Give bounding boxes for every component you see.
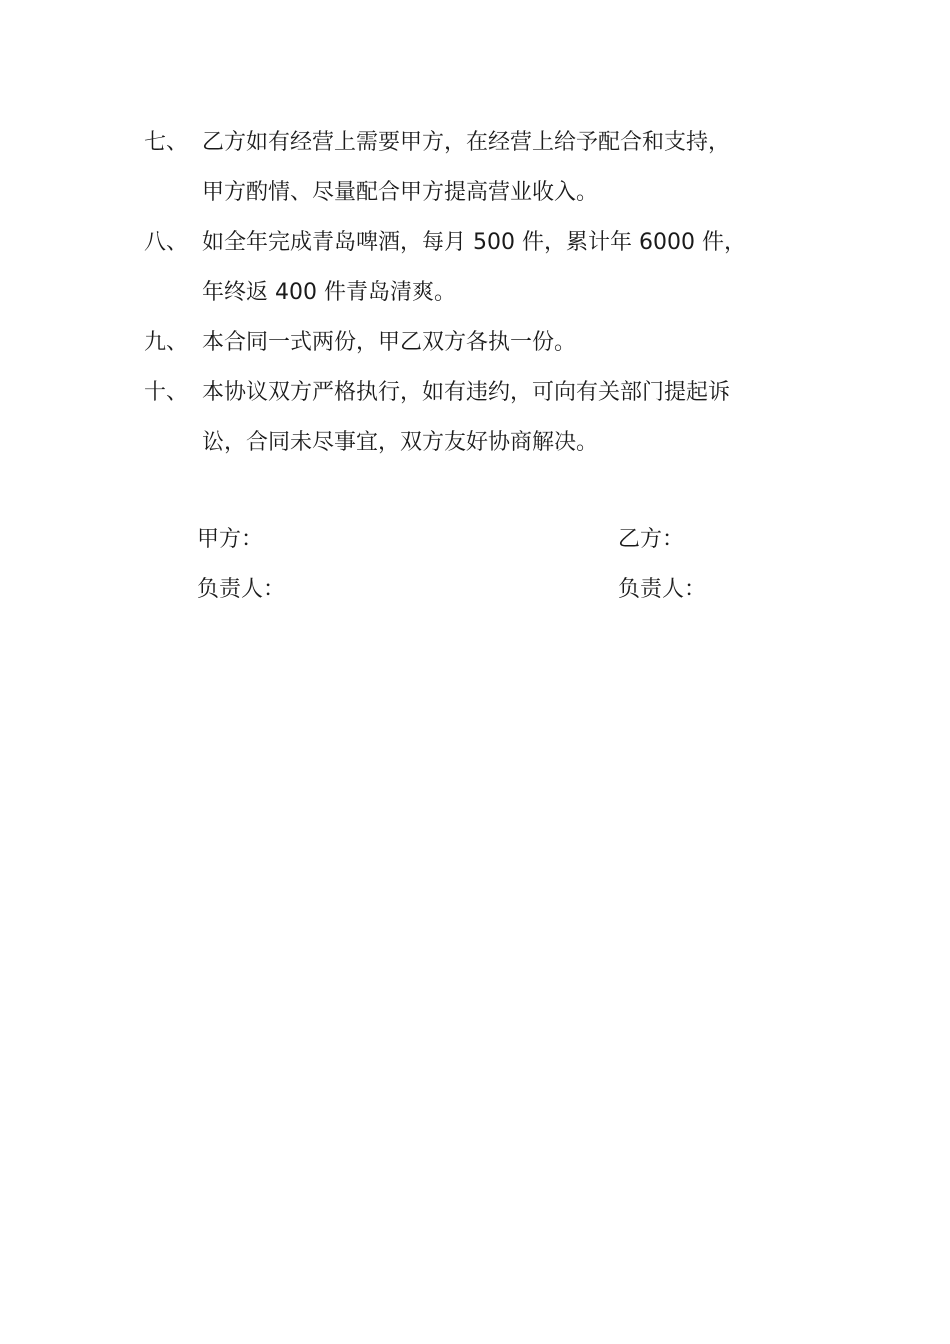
clause-line: 乙方如有经营上需要甲方，在经营上给予配合和支持，	[202, 130, 731, 155]
clause-number: 八、	[144, 230, 189, 255]
signature-row-representative	[0, 567, 950, 617]
clause-line: 讼，合同未尽事宜，双方友好协商解决。	[202, 430, 599, 455]
party-b-label: 乙方：	[618, 527, 685, 552]
signature-block	[0, 517, 950, 617]
clause-text	[202, 368, 824, 468]
clause-line: 本协议双方严格执行，如有违约，可向有关部门提起诉	[202, 380, 731, 405]
clause-text	[202, 318, 824, 368]
clause-7	[144, 118, 824, 218]
clause-number: 九、	[144, 330, 189, 355]
clause-line: 如全年完成青岛啤酒，每月 500 件，累计年 6000 件，	[202, 230, 746, 255]
clause-number: 十、	[144, 380, 189, 405]
clause-line: 甲方酌情、尽量配合甲方提高营业收入。	[202, 180, 599, 205]
clause-10	[144, 368, 824, 468]
clause-line: 年终返 400 件青岛清爽。	[202, 280, 456, 305]
party-a-label: 甲方：	[197, 527, 264, 552]
party-b-representative-label: 负责人：	[618, 577, 707, 602]
clause-8	[144, 218, 824, 318]
signature-row-party	[0, 517, 950, 567]
party-a-representative-label: 负责人：	[197, 577, 286, 602]
clause-number: 七、	[144, 130, 189, 155]
clause-line: 本合同一式两份，甲乙双方各执一份。	[202, 330, 577, 355]
clause-9	[144, 318, 824, 368]
clause-text	[202, 118, 824, 218]
clause-list	[144, 118, 824, 468]
clause-text	[202, 218, 824, 318]
